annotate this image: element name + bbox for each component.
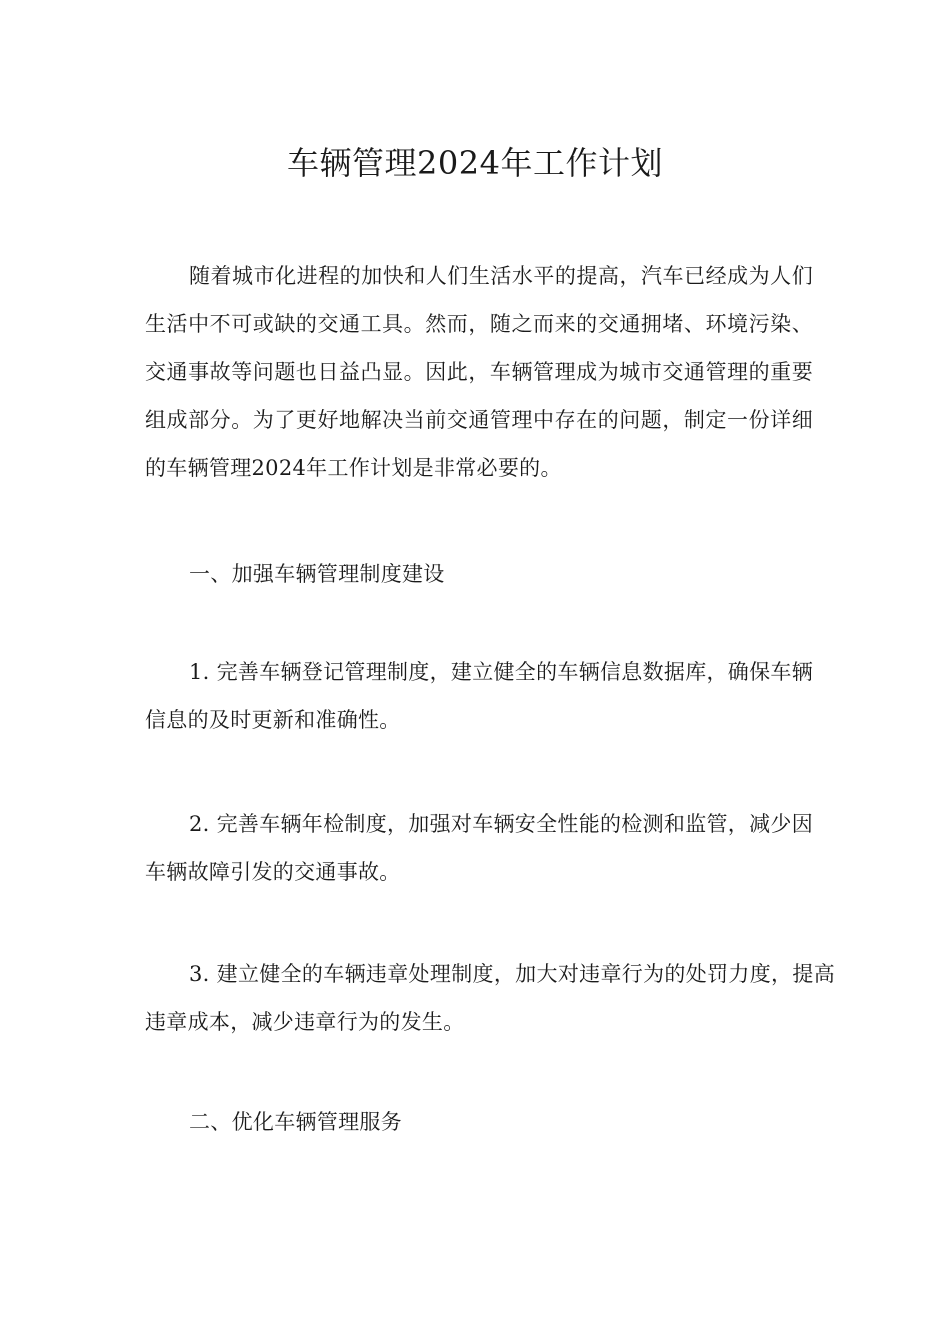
intro-paragraph: 随着城市化进程的加快和人们生活水平的提高，汽车已经成为人们生活中不可或缺的交通工具。然而，随之而来的交通拥堵、环境污染、交通事故等问题也日益凸显。因此，车辆管理成为城市交通管理的重要组成部分。为了更好地解决当前交通管理中存在的问题，制定一份详细的车辆管理2024年工作计划是非常必要的。 xyxy=(145,264,813,480)
list-item-3: 3. 建立健全的车辆违章处理制度，加大对违章行为的处罚力度，提高违章成本，减少违章行为的发生。 xyxy=(145,962,835,1034)
document-title: 车辆管理2024年工作计划 xyxy=(287,144,663,182)
list-item-1: 1. 完善车辆登记管理制度，建立健全的车辆信息数据库，确保车辆信息的及时更新和准确性。 xyxy=(145,660,814,732)
list-item-2: 2. 完善车辆年检制度，加强对车辆安全性能的检测和监管，减少因车辆故障引发的交通事故。 xyxy=(145,812,814,884)
section-heading-2: 二、优化车辆管理服务 xyxy=(189,1110,402,1134)
section-heading-1: 一、加强车辆管理制度建设 xyxy=(189,562,445,586)
